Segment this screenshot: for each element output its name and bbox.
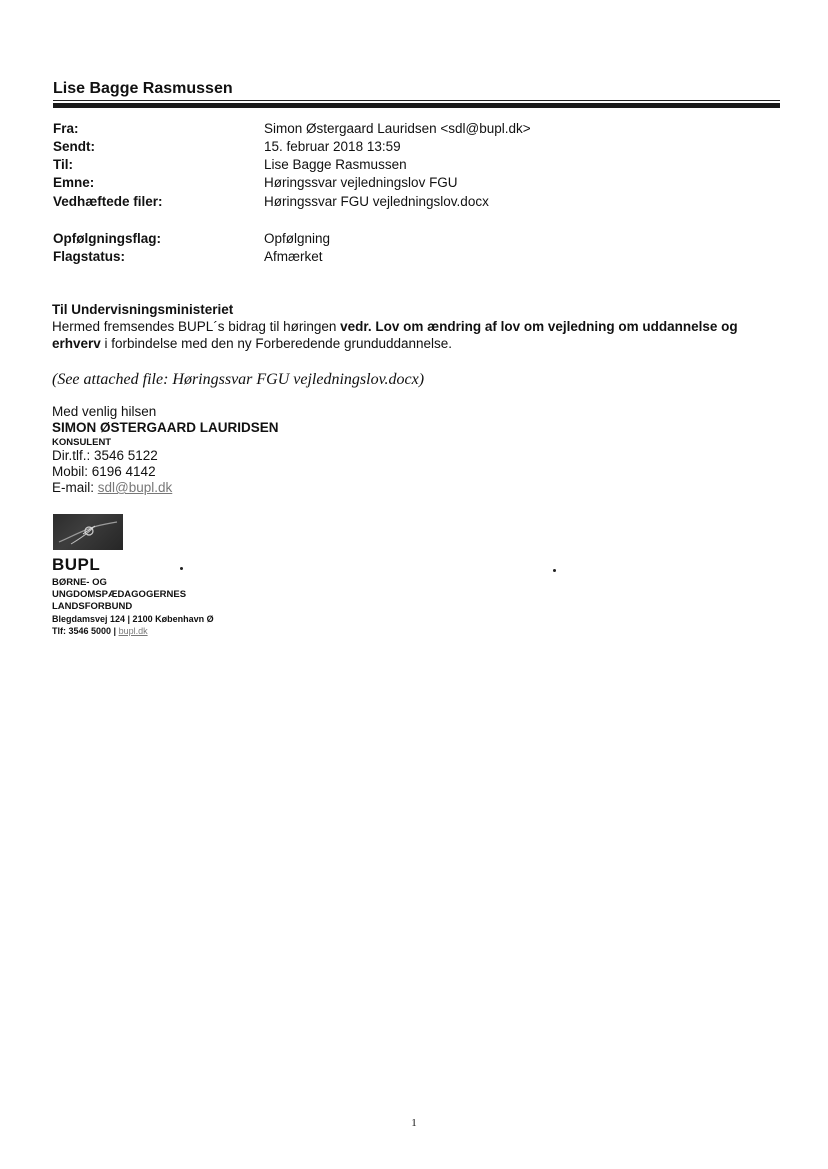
signature-mobile: Mobil: 6196 4142 bbox=[52, 464, 156, 479]
org-phone: Tlf: 3546 5000 | bbox=[52, 626, 119, 636]
meta-value: Afmærket bbox=[264, 249, 323, 264]
scan-dot bbox=[180, 567, 183, 570]
signature-closing: Med venlig hilsen bbox=[52, 404, 157, 419]
org-line-2: UNGDOMSPÆDAGOGERNES bbox=[52, 589, 187, 600]
meta-label: Emne: bbox=[53, 175, 95, 190]
meta-value: 15. februar 2018 13:59 bbox=[264, 139, 401, 154]
meta-label: Vedhæftede filer: bbox=[53, 194, 163, 209]
intro-bold-text: vedr. Lov om ændring af lov om vejledning om uddannelse og erhverv bbox=[52, 319, 738, 351]
attached-file-note: (See attached file: Høringssvar FGU vejledningslov.docx) bbox=[52, 371, 425, 388]
signature-title: KONSULENT bbox=[52, 437, 112, 448]
org-address: Blegdamsvej 124 | 2100 København Ø bbox=[52, 614, 214, 624]
bupl-brand: BUPL bbox=[52, 555, 101, 574]
recipient-name-heading: Lise Bagge Rasmussen bbox=[53, 80, 233, 97]
bupl-logo-image bbox=[53, 514, 123, 550]
intro-text-end: i forbindelse med den ny Forberedende grunduddannelse. bbox=[100, 336, 453, 351]
meta-value: Opfølgning bbox=[264, 231, 331, 246]
intro-paragraph bbox=[52, 318, 772, 352]
signature-email-row bbox=[52, 480, 172, 496]
meta-value: Høringssvar FGU vejledningslov.docx bbox=[264, 194, 489, 209]
meta-label: Opfølgningsflag: bbox=[53, 231, 161, 246]
org-website-link[interactable]: bupl.dk bbox=[118, 626, 148, 636]
org-line-1: BØRNE- OG bbox=[52, 577, 107, 588]
org-line-3: LANDSFORBUND bbox=[52, 601, 133, 612]
intro-text: Hermed fremsendes BUPL´s bidrag til høringen bbox=[52, 319, 341, 334]
header-rule-thick bbox=[53, 103, 780, 108]
meta-value: Simon Østergaard Lauridsen <sdl@bupl.dk> bbox=[264, 121, 531, 136]
meta-label: Fra: bbox=[53, 121, 79, 136]
header-rule-thin bbox=[53, 100, 780, 101]
org-contact-row bbox=[52, 626, 148, 636]
email-link[interactable]: sdl@bupl.dk bbox=[97, 480, 173, 495]
meta-label: Flagstatus: bbox=[53, 249, 126, 264]
scan-dot bbox=[553, 569, 556, 572]
meta-label: Sendt: bbox=[53, 139, 95, 154]
meta-value: Lise Bagge Rasmussen bbox=[264, 157, 407, 172]
email-label: E-mail: bbox=[52, 480, 98, 495]
greeting-heading: Til Undervisningsministeriet bbox=[52, 302, 234, 317]
page-number: 1 bbox=[411, 1117, 417, 1129]
meta-label: Til: bbox=[53, 157, 73, 172]
signature-name: SIMON ØSTERGAARD LAURIDSEN bbox=[52, 420, 279, 435]
signature-phone: Dir.tlf.: 3546 5122 bbox=[52, 448, 158, 463]
meta-value: Høringssvar vejledningslov FGU bbox=[264, 175, 458, 190]
